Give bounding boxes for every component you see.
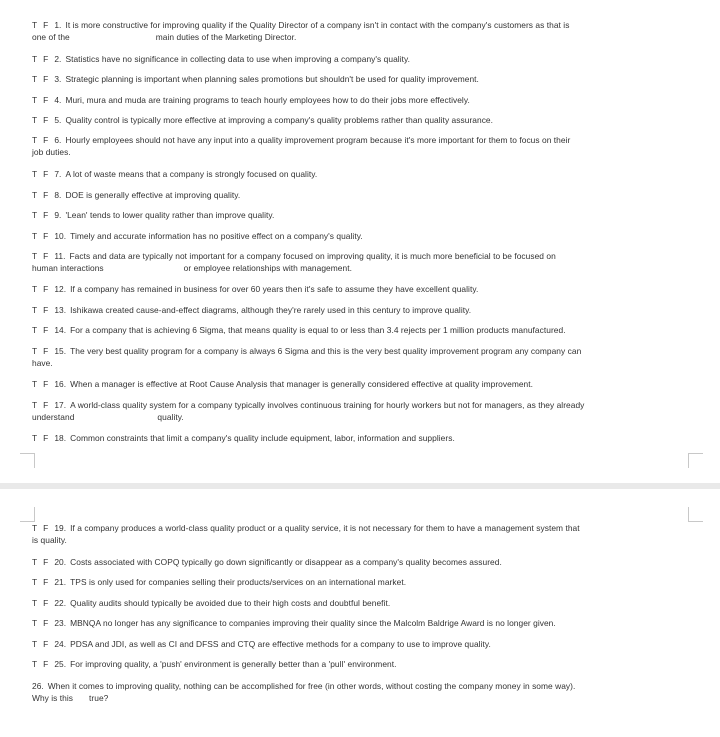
true-marker[interactable]: T [32, 577, 38, 587]
question-5 [32, 114, 688, 126]
true-marker[interactable]: T [32, 659, 38, 669]
question-20 [32, 556, 688, 568]
question-8 [32, 189, 688, 201]
question-text: Hourly employees should not have any input into a quality improvement program because it's more important for them to focus on their [65, 135, 571, 145]
question-text: When a manager is effective at Root Cause Analysis that manager is generally considered effective at quality improvement. [70, 379, 534, 389]
question-text: For improving quality, a 'push' environment is generally better than a 'pull' environment. [70, 659, 397, 669]
question-number: 2. [54, 54, 62, 64]
question-text: one of the [32, 32, 70, 43]
question-text: Ishikawa created cause-and-effect diagrams, although they're rarely used in this century to improve quality. [70, 305, 472, 315]
false-marker[interactable]: F [43, 74, 49, 84]
question-10 [32, 230, 688, 242]
question-number: 23. [54, 618, 67, 628]
question-6 [32, 134, 688, 159]
question-number: 16. [54, 379, 67, 389]
question-text: If a company produces a world-class quality product or a quality service, it is not necessary for them to have a management system that [70, 523, 580, 533]
question-21 [32, 576, 688, 588]
question-text: 'Lean' tends to lower quality rather than improve quality. [65, 210, 275, 220]
question-text: understand [32, 412, 75, 423]
question-text: Strategic planning is important when planning sales promotions but shouldn't be used for quality improvement. [65, 74, 479, 84]
true-marker[interactable]: T [32, 20, 38, 30]
question-text: DOE is generally effective at improving quality. [65, 190, 241, 200]
false-marker[interactable]: F [43, 433, 49, 443]
question-number: 13. [54, 305, 67, 315]
true-marker[interactable]: T [32, 346, 38, 356]
question-1 [32, 19, 688, 44]
true-marker[interactable]: T [32, 115, 38, 125]
question-text: The very best quality program for a company is always 6 Sigma and this is the very best quality improvement program any company can [70, 346, 582, 356]
true-marker[interactable]: T [32, 325, 38, 335]
question-text: or employee relationships with management. [183, 263, 352, 274]
true-marker[interactable]: T [32, 400, 38, 410]
false-marker[interactable]: F [43, 231, 49, 241]
false-marker[interactable]: F [43, 190, 49, 200]
false-marker[interactable]: F [43, 20, 49, 30]
question-text: PDSA and JDI, as well as CI and DFSS and CTQ are effective methods for a company to use to improve quality. [70, 639, 491, 649]
false-marker[interactable]: F [43, 598, 49, 608]
true-marker[interactable]: T [32, 135, 38, 145]
question-16 [32, 378, 688, 390]
question-text: Facts and data are typically not important for a company focused on improving quality, it is much more beneficial to be focused on [69, 251, 556, 261]
true-marker[interactable]: T [32, 433, 38, 443]
true-marker[interactable]: T [32, 210, 38, 220]
false-marker[interactable]: F [43, 251, 49, 261]
question-text: A world-class quality system for a company typically involves continuous training for hourly workers but not for managers, as they already [70, 400, 585, 410]
question-7 [32, 168, 688, 180]
question-text: It is more constructive for improving quality if the Quality Director of a company isn't in contact with the company's customers as that is [65, 20, 570, 30]
question-number: 8. [54, 190, 62, 200]
question-17 [32, 399, 688, 424]
question-number: 3. [54, 74, 62, 84]
question-text: Statistics have no significance in collecting data to use when improving a company's quality. [65, 54, 410, 64]
question-text: Quality audits should typically be avoided due to their high costs and doubtful benefit. [70, 598, 391, 608]
question-number: 7. [54, 169, 62, 179]
question-number: 12. [54, 284, 67, 294]
true-marker[interactable]: T [32, 523, 38, 533]
question-26 [32, 680, 688, 705]
true-marker[interactable]: T [32, 54, 38, 64]
question-number: 25. [54, 659, 67, 669]
true-marker[interactable]: T [32, 284, 38, 294]
question-13 [32, 304, 688, 316]
page-corner-mark [20, 453, 35, 468]
false-marker[interactable]: F [43, 284, 49, 294]
false-marker[interactable]: F [43, 639, 49, 649]
question-number: 9. [54, 210, 62, 220]
false-marker[interactable]: F [43, 379, 49, 389]
question-text: Costs associated with COPQ typically go down significantly or disappear as a company's quality becomes assured. [70, 557, 502, 567]
question-23 [32, 617, 688, 629]
question-number: 18. [54, 433, 67, 443]
question-18 [32, 432, 688, 444]
question-number: 14. [54, 325, 67, 335]
question-number: 4. [54, 95, 62, 105]
question-3 [32, 73, 688, 85]
false-marker[interactable]: F [43, 618, 49, 628]
question-12 [32, 283, 688, 295]
false-marker[interactable]: F [43, 210, 49, 220]
false-marker[interactable]: F [43, 54, 49, 64]
question-number: 1. [54, 20, 62, 30]
false-marker[interactable]: F [43, 577, 49, 587]
question-text: Why is this [32, 693, 74, 704]
question-text: If a company has remained in business for over 60 years then it's safe to assume they have excellent quality. [70, 284, 479, 294]
question-number: 5. [54, 115, 62, 125]
true-marker[interactable]: T [32, 190, 38, 200]
question-number: 10. [54, 231, 67, 241]
question-text: true? [89, 693, 109, 704]
question-text: Timely and accurate information has no positive effect on a company's quality. [70, 231, 363, 241]
question-4 [32, 94, 688, 106]
false-marker[interactable]: F [43, 169, 49, 179]
false-marker[interactable]: F [43, 523, 49, 533]
true-marker[interactable]: T [32, 95, 38, 105]
question-number: 15. [54, 346, 67, 356]
true-marker[interactable]: T [32, 379, 38, 389]
true-marker[interactable]: T [32, 251, 38, 261]
question-text: A lot of waste means that a company is strongly focused on quality. [65, 169, 318, 179]
question-text: Muri, mura and muda are training programs to teach hourly employees how to do their jobs more effectively. [65, 95, 470, 105]
false-marker[interactable]: F [43, 305, 49, 315]
page-corner-mark [688, 453, 703, 468]
true-marker[interactable]: T [32, 74, 38, 84]
question-number: 20. [54, 557, 67, 567]
true-marker[interactable]: T [32, 598, 38, 608]
false-marker[interactable]: F [43, 135, 49, 145]
question-text: main duties of the Marketing Director. [155, 32, 297, 43]
question-text: have. [32, 358, 53, 369]
question-14 [32, 324, 688, 336]
false-marker[interactable]: F [43, 400, 49, 410]
question-9 [32, 209, 688, 221]
question-22 [32, 597, 688, 609]
false-marker[interactable]: F [43, 346, 49, 356]
question-text: TPS is only used for companies selling their products/services on an international market. [70, 577, 407, 587]
question-25 [32, 658, 688, 670]
question-11 [32, 250, 688, 275]
question-text: human interactions [32, 263, 104, 274]
false-marker[interactable]: F [43, 95, 49, 105]
true-marker[interactable]: T [32, 305, 38, 315]
question-text: is quality. [32, 535, 67, 546]
question-text: job duties. [32, 147, 71, 158]
question-text: MBNQA no longer has any significance to companies improving their quality since the Malcolm Baldrige Award is no longer given. [70, 618, 556, 628]
true-marker[interactable]: T [32, 618, 38, 628]
false-marker[interactable]: F [43, 115, 49, 125]
false-marker[interactable]: F [43, 659, 49, 669]
question-number: 19. [54, 523, 67, 533]
question-19 [32, 522, 688, 547]
question-number: 26. [32, 681, 44, 691]
true-marker[interactable]: T [32, 557, 38, 567]
question-15 [32, 345, 688, 370]
question-number: 17. [54, 400, 67, 410]
question-text: Quality control is typically more effective at improving a company's quality problems rather than quality assurance. [65, 115, 494, 125]
question-text: When it comes to improving quality, nothing can be accomplished for free (in other words, without costing the company money in some way). [47, 681, 576, 691]
false-marker[interactable]: F [43, 325, 49, 335]
true-marker[interactable]: T [32, 231, 38, 241]
question-number: 11. [54, 251, 66, 261]
question-24 [32, 638, 688, 650]
question-number: 6. [54, 135, 62, 145]
question-text: For a company that is achieving 6 Sigma, that means quality is equal to or less than 3.4 rejects per 1 million products manufactured. [70, 325, 566, 335]
question-text: Common constraints that limit a company's quality include equipment, labor, information and suppliers. [70, 433, 455, 443]
page-corner-mark [20, 507, 35, 522]
question-number: 24. [54, 639, 67, 649]
true-marker[interactable]: T [32, 169, 38, 179]
page-corner-mark [688, 507, 703, 522]
question-text: quality. [157, 412, 184, 423]
question-number: 22. [54, 598, 67, 608]
true-marker[interactable]: T [32, 639, 38, 649]
question-number: 21. [54, 577, 67, 587]
question-2 [32, 53, 688, 65]
false-marker[interactable]: F [43, 557, 49, 567]
